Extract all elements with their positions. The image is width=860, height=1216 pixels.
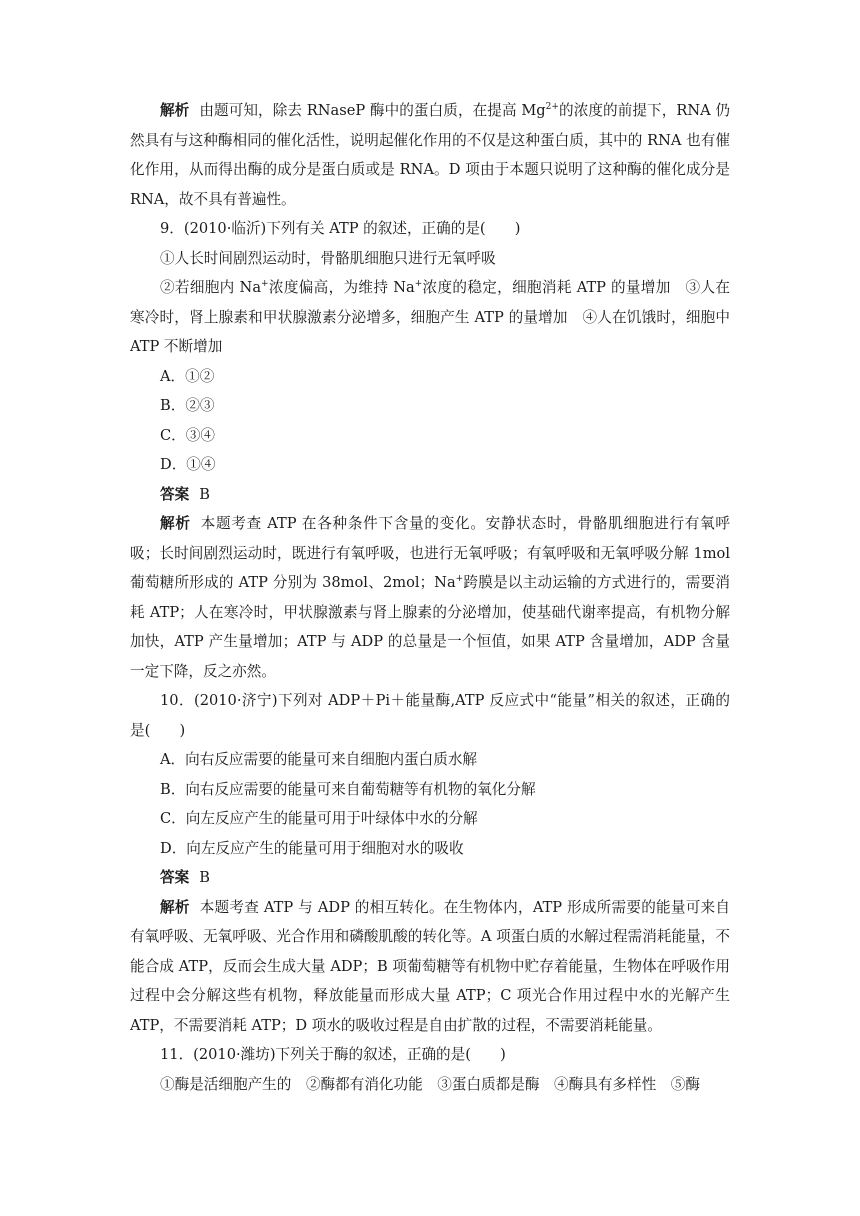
analysis-text: 跨膜是以主动运输的方式进行的，需要消耗 ATP；人在寒冷时，甲状腺激素与肾上腺素的分泌增加，使基础代谢率提高，有机物分解加快，ATP 产生量增加；ATP 与 ADP 的总量是一个恒值，如果 ATP 含量增加，ADP 含量一定下降，反之亦然。 xyxy=(130,574,730,680)
statement-text: ②若细胞内 Na xyxy=(160,279,262,296)
question-9-option-d: D．①④ xyxy=(160,456,216,473)
question-10-answer xyxy=(130,863,730,893)
analysis-paragraph-q8 xyxy=(130,96,730,214)
answer-label: 答案 xyxy=(160,869,190,886)
question-10-option-b: B．向右反应需要的能量可来自葡萄糖等有机物的氧化分解 xyxy=(160,780,536,798)
analysis-label: 解析 xyxy=(160,898,190,916)
analysis-label: 解析 xyxy=(160,515,191,532)
question-9-stem: 9．(2010·临沂)下列有关 ATP 的叙述，正确的是( ) xyxy=(160,220,521,237)
question-9-answer xyxy=(130,480,730,510)
answer-label: 答案 xyxy=(160,485,190,503)
analysis-text: 本题考查 ATP 与 ADP 的相互转化。在生物体内，ATP 形成所需要的能量可来自有氧呼吸、无氧呼吸、光合作用和磷酸肌酸的转化等。A 项蛋白质的水解过程需消耗能量，不能合成 ATP，反而会生成大量 ADP；B 项葡萄糖等有机物中贮存着能量，生物体在呼吸作用过程中会分解这些有机物，释放能量而形成大量 ATP；C 项光合作用过程中水的光解产生 ATP，不需要消耗 ATP；D 项水的吸收过程是自由扩散的过程，不需要消耗能量。 xyxy=(130,898,730,1034)
superscript: + xyxy=(455,574,464,584)
question-9-option-c: C．③④ xyxy=(160,426,215,444)
question-10-analysis xyxy=(130,893,730,1041)
question-9-analysis xyxy=(130,509,730,686)
question-11-statements: ①酶是活细胞产生的 ②酶都有消化功能 ③蛋白质都是酶 ④酶具有多样性 ⑤酶 xyxy=(160,1075,700,1093)
analysis-text: 的浓度的前提下，RNA 仍然具有与这种酶相同的催化活性，说明起催化作用的不仅是这种蛋白质，其中的 RNA 也有催化作用，从而得出酶的成分是蛋白质或是 RNA。D 项由于本题只说明了这种酶的催化成分是 RNA，故不具有普遍性。 xyxy=(130,102,731,208)
question-10-stem: 10．(2010·济宁)下列对 ADP＋Pi＋能量酶,ATP 反应式中“能量”相关的叙述，正确的是( ) xyxy=(130,692,730,739)
question-10-option-a: A．向右反应需要的能量可来自细胞内蛋白质水解 xyxy=(160,751,478,768)
page-content xyxy=(130,96,730,1099)
question-10-option-c: C．向左反应产生的能量可用于叶绿体中水的分解 xyxy=(160,810,478,827)
question-10-option-d: D．向左反应产生的能量可用于细胞对水的吸收 xyxy=(160,839,464,857)
question-9-option-b: B．②③ xyxy=(160,397,215,414)
question-9-statement-2 xyxy=(130,273,730,362)
analysis-label: 解析 xyxy=(160,102,190,119)
question-9-statement-1: ①人长时间剧烈运动时，骨骼肌细胞只进行无氧呼吸 xyxy=(160,249,496,267)
superscript: + xyxy=(414,279,423,289)
answer-value: B xyxy=(199,869,210,886)
question-11-stem: 11．(2010·潍坊)下列关于酶的叙述，正确的是( ) xyxy=(160,1046,506,1063)
statement-text: 浓度的稳定，细胞消耗 ATP 的量增加 ③人在寒冷时，肾上腺素和甲状腺激素分泌增多，细胞产生 ATP 的量增加 ④人在饥饿时，细胞中 ATP 不断增加 xyxy=(130,279,730,355)
analysis-text: 由题可知，除去 RNaseP 酶中的蛋白质，在提高 Mg xyxy=(199,102,546,119)
superscript: 2+ xyxy=(545,102,559,112)
answer-value: B xyxy=(199,485,210,503)
superscript: + xyxy=(261,279,269,289)
analysis-text: 本题考查 ATP 在各种条件下含量的变化。安静状态时，骨骼肌细胞进行有氧呼吸；长时间剧烈运动时，既进行有氧呼吸，也进行无氧呼吸；有氧呼吸和无氧呼吸分解 1mol 葡萄糖所形成的 ATP 分别为 38mol、2mol；Na xyxy=(130,515,730,591)
statement-text: 浓度偏高，为维持 Na xyxy=(268,279,415,296)
question-9-option-a: A．①② xyxy=(160,367,215,385)
